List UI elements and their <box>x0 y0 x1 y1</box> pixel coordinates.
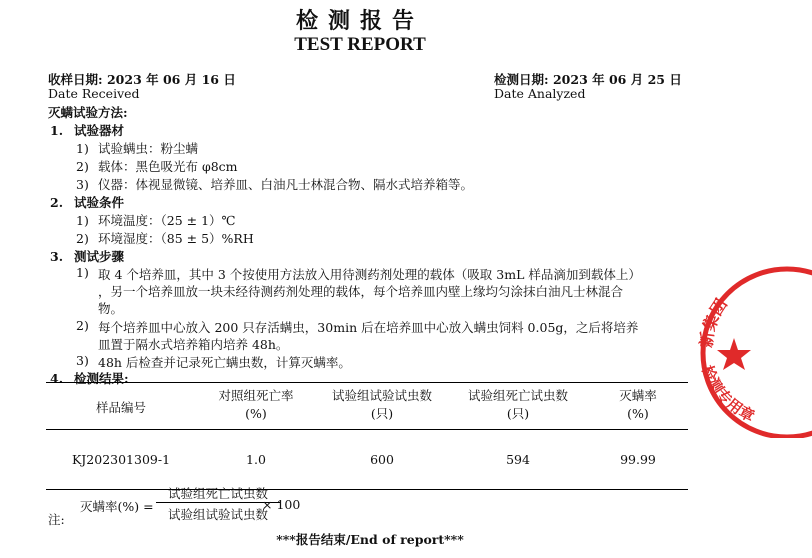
cell-control-mortality: 1.0 <box>246 452 266 467</box>
section-1-item-3 <box>76 175 473 193</box>
item-number: 3) <box>76 177 89 192</box>
formula-left: 灭螨率(%) = <box>80 499 154 514</box>
section-1-item-2 <box>76 157 238 175</box>
date-analyzed-value: 2023 年 06 月 25 日 <box>552 72 682 87</box>
item-text: 环境温度：（25 ± 1）℃ <box>98 213 236 228</box>
section-3-heading <box>50 247 124 265</box>
header-control-mortality: 对照组死亡率 <box>218 388 294 403</box>
section-1-item-1 <box>76 139 198 157</box>
section-1-number: 1. <box>50 123 64 138</box>
item-number: 2) <box>76 231 89 246</box>
section-2-title: 试验条件 <box>74 195 125 210</box>
section-4-title: 检测结果: <box>74 371 129 386</box>
seal-text-bottom: 检测专用章 <box>697 362 758 426</box>
item-number: 1) <box>76 141 89 156</box>
seal-text-top: 新集团 <box>696 295 731 349</box>
header-test-count-unit: (只) <box>370 406 394 421</box>
date-received-label: 收样日期: <box>48 72 103 87</box>
step-1-line-3: 物。 <box>98 301 124 316</box>
date-received-value: 2023 年 06 月 16 日 <box>106 72 236 87</box>
section-4-number: 4. <box>50 371 64 386</box>
seal-ring <box>703 269 812 437</box>
header-dead-count-unit: (只) <box>506 406 530 421</box>
header-kill-rate-unit: (%) <box>627 406 649 421</box>
report-title-en: TEST REPORT <box>294 34 426 55</box>
note-label: 注: <box>48 512 65 527</box>
step-3-line-1: 48h 后检查并记录死亡螨虫数，计算灭螨率。 <box>98 355 351 370</box>
step-2-line-1: 每个培养皿中心放入 200 只存活螨虫，30min 后在培养皿中心放入螨虫饲料 0.05g，之后将培养 <box>98 320 639 335</box>
section-3-number: 3. <box>50 249 64 264</box>
step-1-number: 1) <box>76 265 89 280</box>
results-table <box>46 382 688 490</box>
table-header-row <box>46 383 688 406</box>
formula-denominator: 试验组试验试虫数 <box>167 507 268 522</box>
step-3-number: 3) <box>76 353 89 368</box>
date-analyzed-label: 检测日期: <box>494 72 549 87</box>
item-text: 试验螨虫：粉尘螨 <box>98 141 199 156</box>
step-2-line-2: 皿置于隔水式培养箱内培养 48h。 <box>98 337 289 352</box>
section-1-title: 试验器材 <box>74 123 125 138</box>
section-1-heading <box>50 121 124 139</box>
header-sample-id: 样品编号 <box>95 400 146 415</box>
section-2-number: 2. <box>50 195 64 210</box>
end-of-report: ***报告结束/End of report*** <box>276 532 464 547</box>
section-2-heading <box>50 193 124 211</box>
header-test-count: 试验组试验试虫数 <box>331 388 432 403</box>
cell-sample-id: KJ202301309-1 <box>71 452 171 467</box>
header-control-mortality-unit: (%) <box>245 406 267 421</box>
header-dead-count: 试验组死亡试虫数 <box>467 388 568 403</box>
date-analyzed-en: Date Analyzed <box>494 86 586 101</box>
step-1-line-2: ，另一个培养皿放一块未经待测药剂处理的载体，每个培养皿内壁上缘均匀涂抹白油凡士林混合 <box>98 284 624 299</box>
cell-test-count: 600 <box>370 452 394 467</box>
formula-numerator: 试验组死亡试虫数 <box>167 486 268 501</box>
step-2-number: 2) <box>76 318 89 333</box>
date-received-en: Date Received <box>48 86 140 101</box>
method-title: 灭螨试验方法: <box>48 105 128 120</box>
cell-kill-rate: 99.99 <box>620 452 656 467</box>
report-title-cn: 检测报告 <box>295 8 424 34</box>
item-text: 仪器：体视显微镜、培养皿、白油凡士林混合物、隔水式培养箱等。 <box>98 177 474 192</box>
cell-dead-count: 594 <box>506 452 530 467</box>
item-text: 载体：黑色吸光布 φ8cm <box>98 159 238 174</box>
item-number: 1) <box>76 213 89 228</box>
section-3-title: 测试步骤 <box>74 249 125 264</box>
seal-star-icon <box>717 338 751 370</box>
item-number: 2) <box>76 159 89 174</box>
item-text: 环境湿度：（85 ± 5）%RH <box>98 231 254 246</box>
formula-multiplier: × 100 <box>262 497 301 512</box>
official-seal-stamp <box>692 258 812 438</box>
section-2-item-1 <box>76 211 236 229</box>
section-2-item-2 <box>76 229 254 247</box>
header-kill-rate: 灭螨率 <box>619 388 657 403</box>
table-row <box>46 430 688 490</box>
step-1-line-1: 取 4 个培养皿，其中 3 个按使用方法放入用待测药剂处理的载体（吸取 3mL 样品滴加到载体上） <box>98 267 641 282</box>
